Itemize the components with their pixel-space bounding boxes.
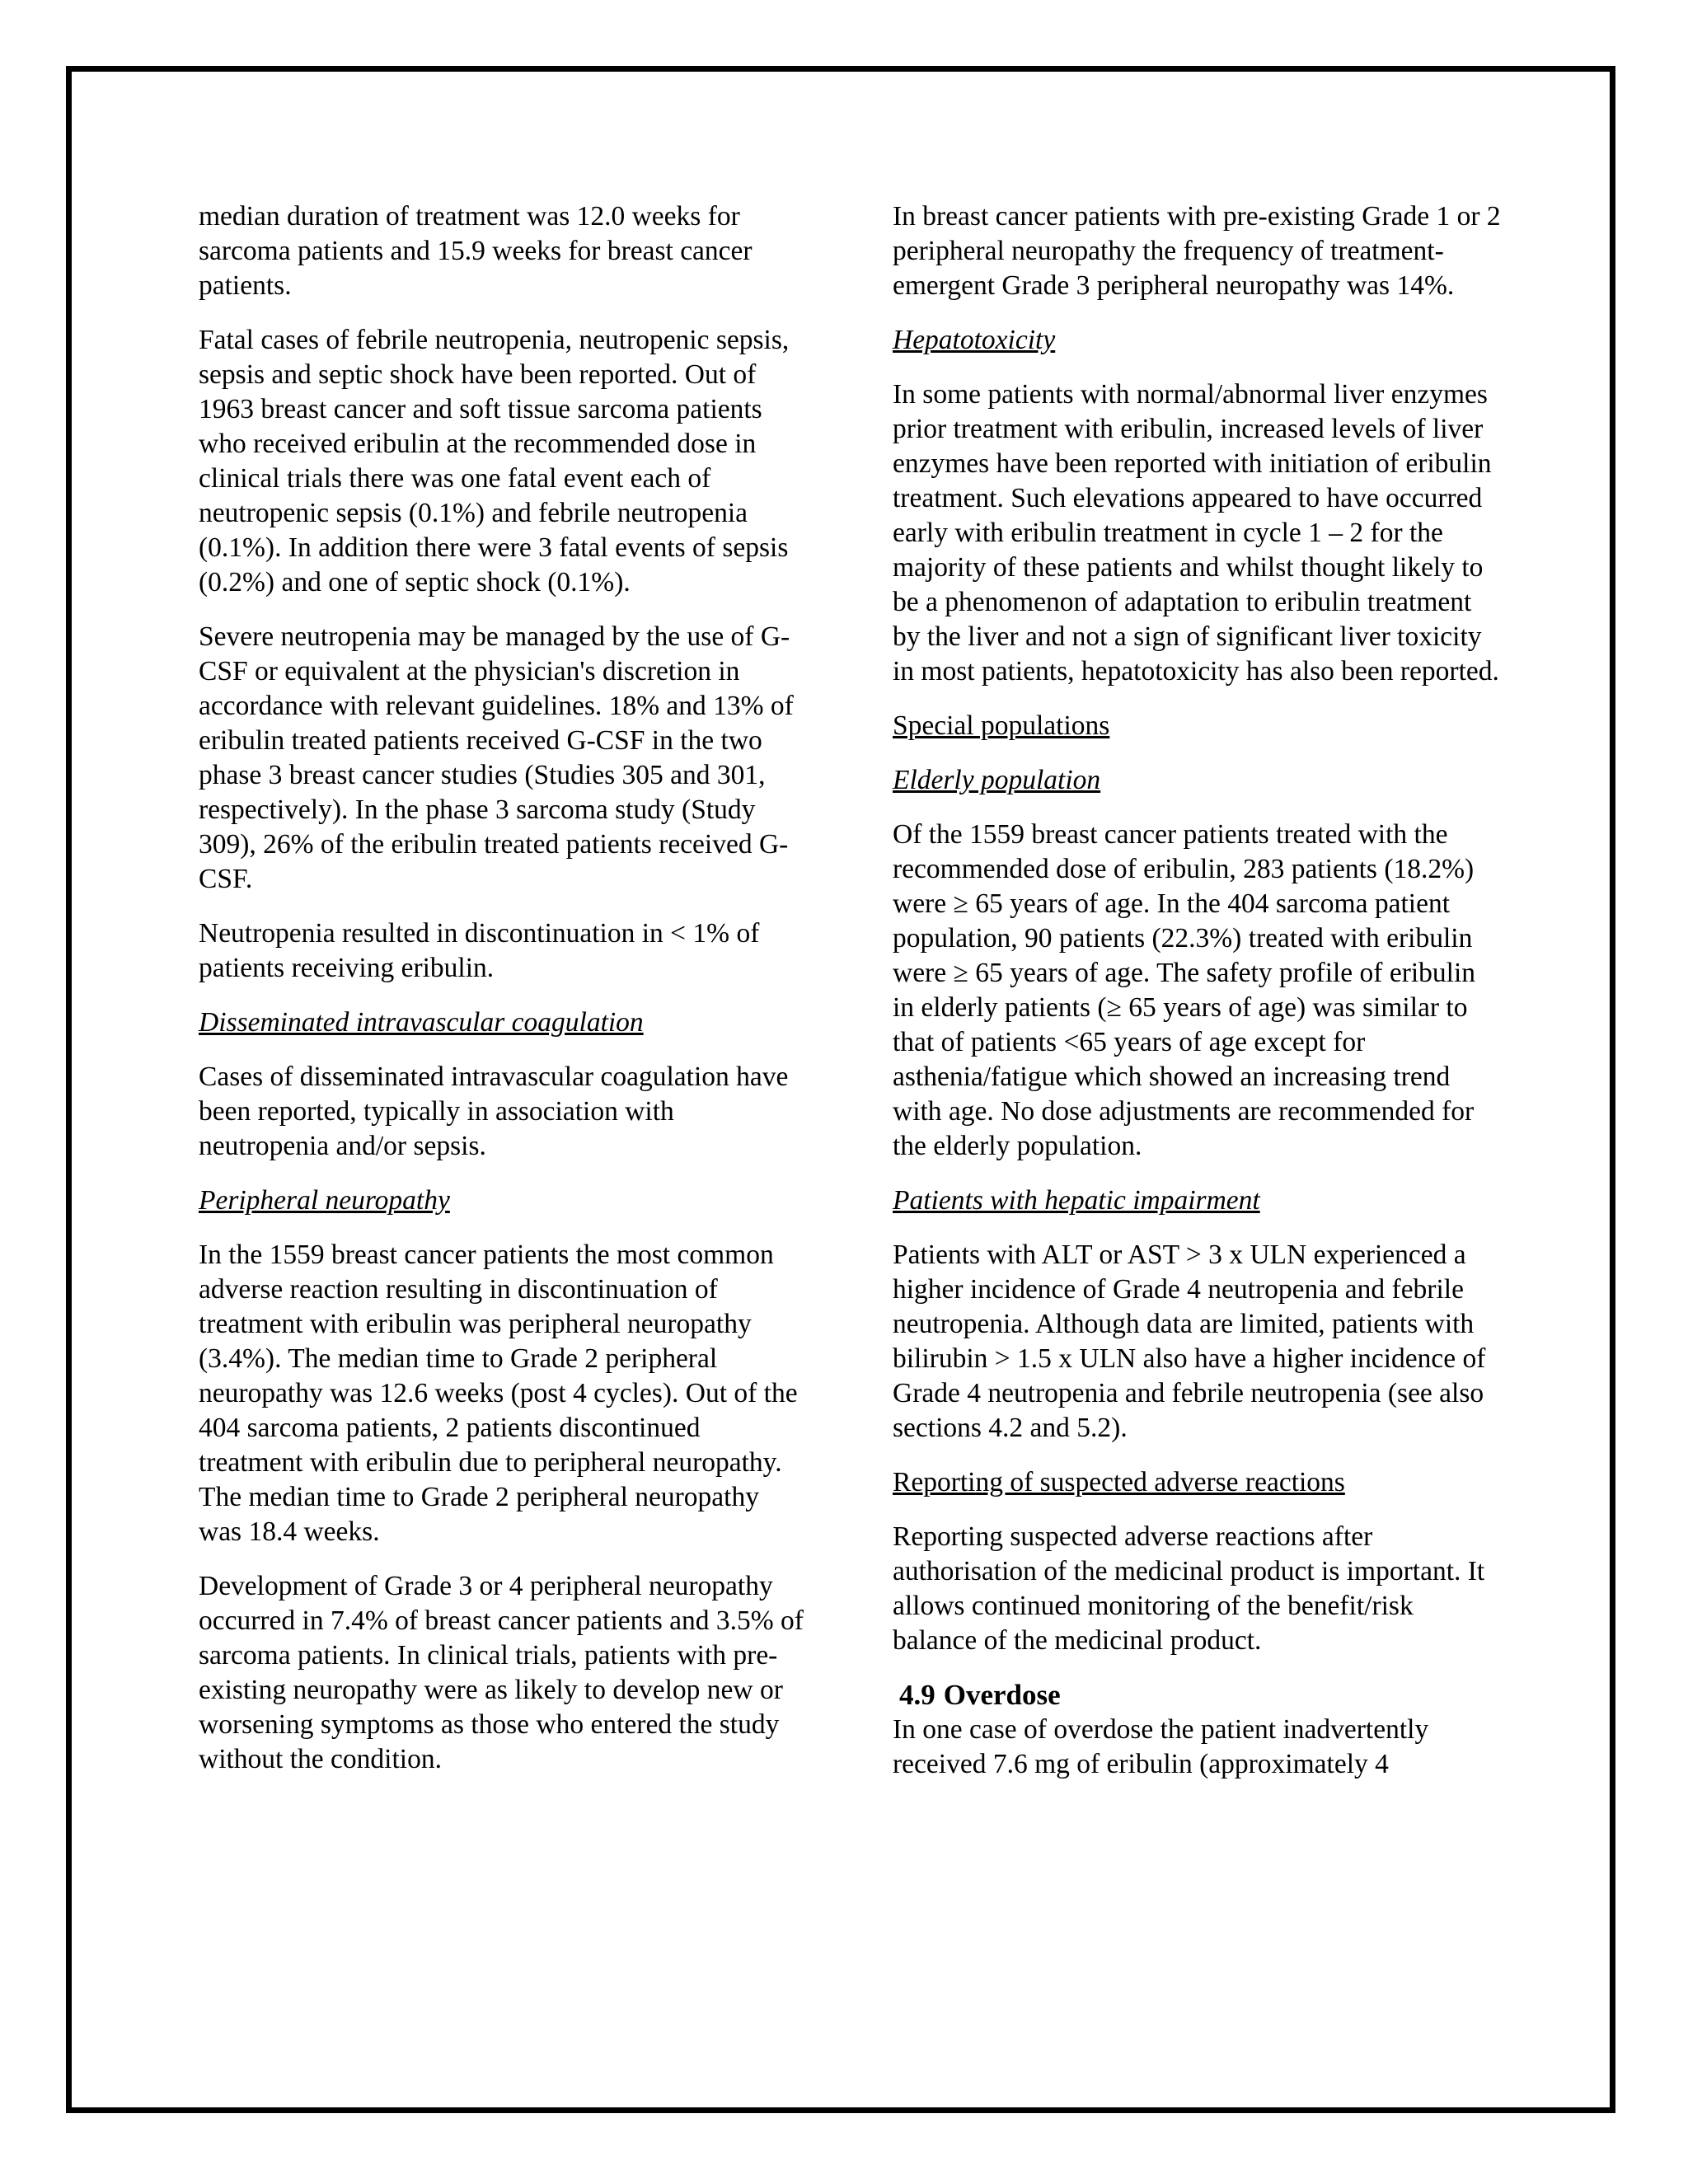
paragraph-overdose: In one case of overdose the patient inadvertently received 7.6 mg of eribulin (approximately 4 bbox=[893, 1714, 1429, 1779]
subheading-special-populations: Special populations bbox=[893, 710, 1110, 741]
paragraph-liver-enzymes: In some patients with normal/abnormal liver enzymes prior treatment with eribulin, increased levels of liver enzymes have been reported with initiation of eribulin treatment. Such elevations appeared to have occurred early with eribulin treatment in cycle 1 – 2 for the majority of these patients and whilst thought likely to be a phenomenon of adaptation to eribulin treatment by the liver and not a sign of significant liver toxicity in most patients, hepatotoxicity has also been reported. bbox=[893, 379, 1499, 687]
paragraph-dic-cases: Cases of disseminated intravascular coagulation have been reported, typically in association with neutropenia and/or sepsis. bbox=[199, 1062, 789, 1161]
paragraph-neuropathy-discontinuation: In the 1559 breast cancer patients the most common adverse reaction resulting in discontinuation of treatment with eribulin was peripheral neuropathy (3.4%). The median time to Grade 2 peripheral neuropathy was 12.6 weeks (post 4 cycles). Out of the 404 sarcoma patients, 2 patients discontinued treatment with eribulin due to peripheral neuropathy. The median time to Grade 2 peripheral neuropathy was 18.4 weeks. bbox=[199, 1240, 798, 1547]
section-title: Overdose bbox=[943, 1679, 1061, 1711]
right-column bbox=[893, 199, 1503, 1782]
subheading-reporting-adverse-reactions: Reporting of suspected adverse reactions bbox=[893, 1467, 1345, 1497]
paragraph-elderly-patients: Of the 1559 breast cancer patients treated with the recommended dose of eribulin, 283 patients (18.2%) were ≥ 65 years of age. In the 404 sarcoma patient population, 90 patients (22.3%) treated with eribulin were ≥ 65 years of age. The safety profile of eribulin in elderly patients (≥ 65 years of age) was similar to that of patients <65 years of age except for asthenia/fatigue which showed an increasing trend with age. No dose adjustments are recommended for the elderly population. bbox=[893, 819, 1476, 1161]
paragraph-fatal-cases: Fatal cases of febrile neutropenia, neutropenic sepsis, sepsis and septic shock have been reported. Out of 1963 breast cancer and soft tissue sarcoma patients who received eribulin at the recommended dose in clinical trials there was one fatal event each of neutropenic sepsis (0.1%) and febrile neutropenia (0.1%). In addition there were 3 fatal events of sepsis (0.2%) and one of septic shock (0.1%). bbox=[199, 325, 790, 598]
subheading-peripheral-neuropathy: Peripheral neuropathy bbox=[199, 1185, 450, 1216]
paragraph-preexisting-neuropathy: In breast cancer patients with pre-existing Grade 1 or 2 peripheral neuropathy the frequency of treatment-emergent Grade 3 peripheral neuropathy was 14%. bbox=[893, 201, 1501, 301]
section-number: 4.9 bbox=[899, 1679, 935, 1711]
subheading-disseminated-intravascular-coagulation: Disseminated intravascular coagulation bbox=[199, 1007, 644, 1038]
subheading-hepatic-impairment: Patients with hepatic impairment bbox=[893, 1185, 1260, 1216]
paragraph-reporting: Reporting suspected adverse reactions after authorisation of the medicinal product is important. It allows continued monitoring of the benefit/risk balance of the medicinal product. bbox=[893, 1521, 1485, 1656]
paragraph-severe-neutropenia: Severe neutropenia may be managed by the use of G-CSF or equivalent at the physician's discretion in accordance with relevant guidelines. 18% and 13% of eribulin treated patients received G-CSF in the two phase 3 breast cancer studies (Studies 305 and 301, respectively). In the phase 3 sarcoma study (Study 309), 26% of the eribulin treated patients received G-CSF. bbox=[199, 621, 794, 894]
paragraph-neutropenia-discontinuation: Neutropenia resulted in discontinuation in < 1% of patients receiving eribulin. bbox=[199, 918, 760, 983]
paragraph-treatment-duration: median duration of treatment was 12.0 weeks for sarcoma patients and 15.9 weeks for breast cancer patients. bbox=[199, 201, 753, 301]
subheading-hepatotoxicity: Hepatotoxicity bbox=[893, 325, 1056, 355]
section-heading-overdose bbox=[893, 1678, 1503, 1713]
left-column bbox=[199, 199, 809, 1797]
paragraph-hepatic-impairment: Patients with ALT or AST > 3 x ULN experienced a higher incidence of Grade 4 neutropenia and febrile neutropenia. Although data are limited, patients with bilirubin > 1.5 x ULN also have a higher incidence of Grade 4 neutropenia and febrile neutropenia (see also sections 4.2 and 5.2). bbox=[893, 1240, 1486, 1443]
subheading-elderly-population: Elderly population bbox=[893, 765, 1101, 795]
paragraph-neuropathy-grade-3-4: Development of Grade 3 or 4 peripheral neuropathy occurred in 7.4% of breast cancer patients and 3.5% of sarcoma patients. In clinical trials, patients with pre-existing neuropathy were as likely to develop new or worsening symptoms as those who entered the study without the condition. bbox=[199, 1571, 804, 1774]
